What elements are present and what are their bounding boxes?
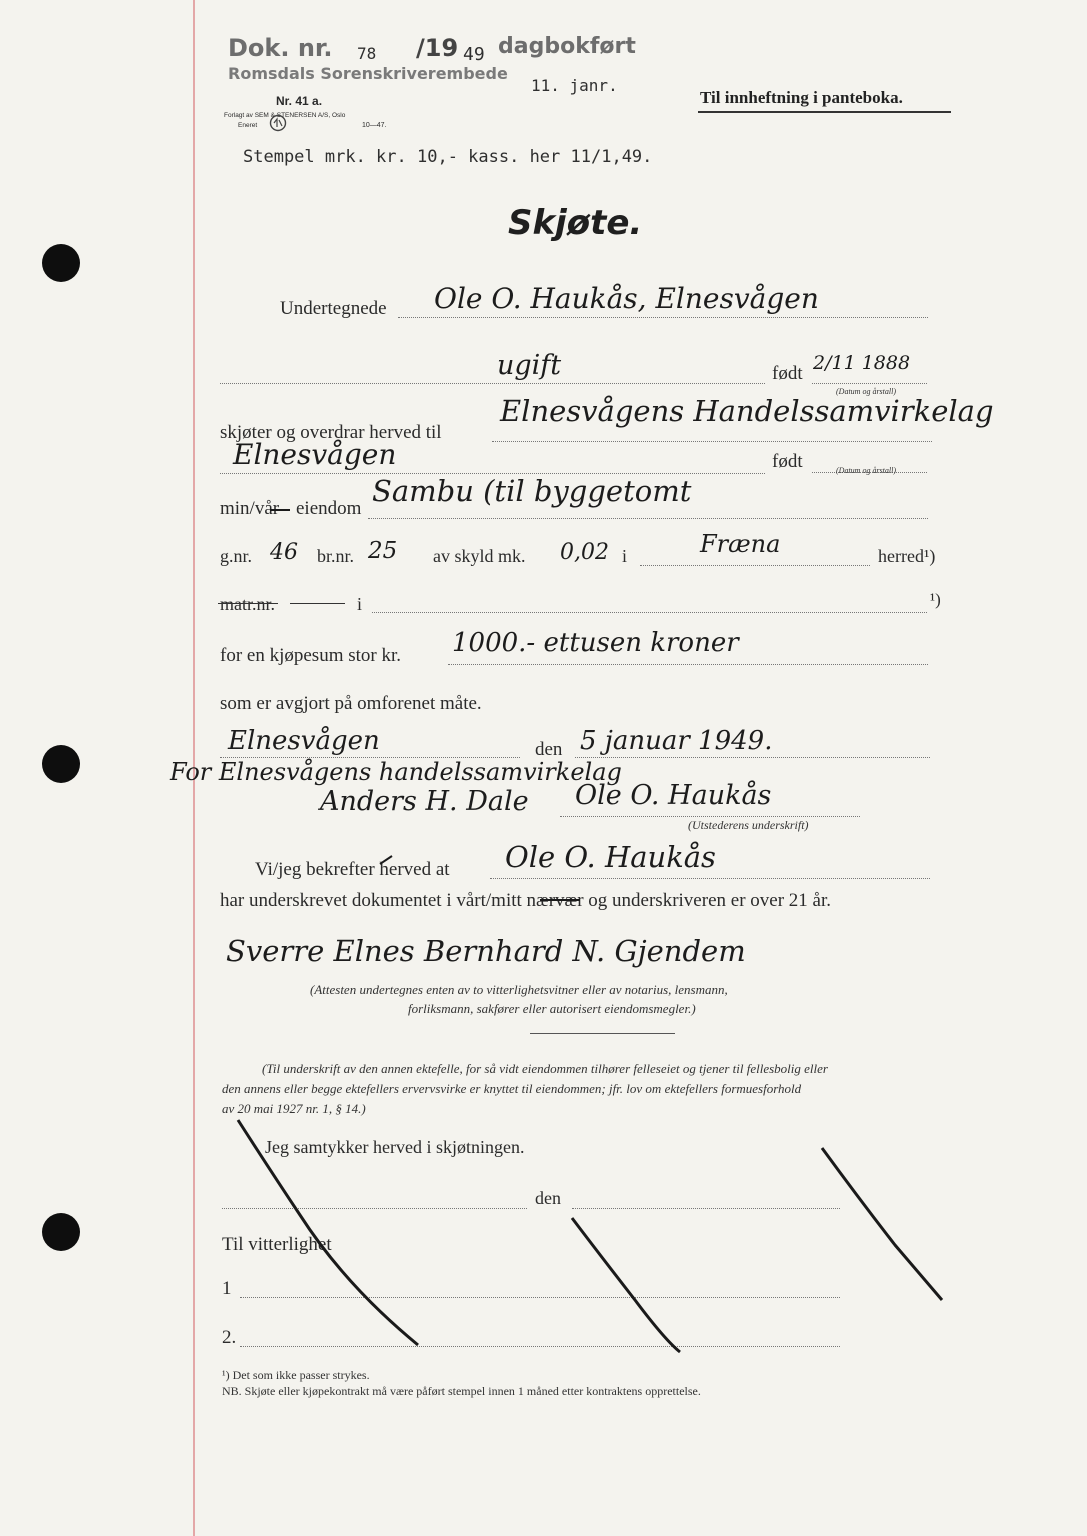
den-label: den (535, 739, 563, 760)
avgjort-text: som er avgjort på omforenet måte. (220, 693, 482, 714)
undertegnede-label: Undertegnede (280, 298, 387, 319)
publisher-eneret: Eneret (238, 122, 258, 129)
registration-date: 11. janr. (531, 76, 618, 95)
dagbokfort-label: dagbokført (498, 34, 636, 59)
herred-label: herred¹) (878, 546, 936, 566)
undertegnede-value: Ole O. Haukås, Elnesvågen (434, 282, 819, 315)
stamp-line: Stempel mrk. kr. 10,- kass. her 11/1,49. (243, 147, 653, 167)
publisher-line: Forlagt av SEM & STENERSEN A/S, Oslo (224, 112, 346, 119)
form-number: Nr. 41 a. (276, 94, 323, 108)
datum-hint: (Datum og årstall) (836, 387, 896, 396)
publisher-year: 10—47. (362, 122, 387, 129)
vitner-signatures: Sverre Elnes Bernhard N. Gjendem (226, 934, 746, 968)
matr-label: matr.nr. (220, 594, 275, 614)
for-lag-signature: For Elnesvågens handelssamvirkelag (170, 758, 622, 786)
strike-mark-1 (238, 1120, 418, 1345)
datum-hint-2: (Datum og årstall) (836, 466, 896, 475)
eiendom-label: eiendom (296, 498, 362, 519)
fodt-value: 2/11 1888 (813, 352, 911, 374)
office-name: Romsdals Sorenskriverembede (228, 64, 508, 83)
strike-jeg (380, 856, 392, 864)
vitterlighet-label: Til vitterlighet (222, 1234, 332, 1255)
document-title: Skjøte. (508, 203, 643, 243)
eiendom-value: Sambu (til byggetomt (372, 474, 692, 508)
strike-mark-3 (822, 1148, 942, 1300)
dok-nr-label: Dok. nr. (228, 34, 333, 62)
min-label: min/vår (220, 498, 280, 519)
herred-value: Fræna (700, 530, 781, 558)
ektefelle-line-2: den annens eller begge ektefellers ervervsvirke er knyttet til eiendommen; jfr. lov om ektefellers formuesforhold (222, 1081, 802, 1096)
bekrefter-label: Vi/jeg bekrefter herved at (255, 859, 450, 880)
year-suffix: 49 (463, 44, 485, 65)
attest-line-2: forliksmann, sakfører eller autorisert eiendomsmegler.) (408, 1001, 696, 1016)
kjoper-sted: Elnesvågen (233, 438, 397, 471)
matr-i: i (357, 594, 363, 614)
footnote-2: NB. Skjøte eller kjøpekontrakt må være påført stempel innen 1 måned etter kontraktens opprettelse. (222, 1384, 701, 1398)
dato-value: 5 januar 1949. (580, 726, 773, 756)
vitne-number-2: 2. (222, 1327, 237, 1348)
matr-end: ¹) (930, 590, 941, 609)
i-label: i (622, 546, 628, 566)
skjoter-label: skjøter og overdrar herved til (220, 422, 442, 443)
dok-nr-value: 78 (357, 44, 377, 63)
kjoper-value: Elnesvågens Handelssamvirkelag (500, 394, 994, 428)
sivilstand-value: ugift (497, 350, 562, 381)
bekrefter-value: Ole O. Haukås (505, 840, 716, 874)
sted-value: Elnesvågen (228, 726, 380, 756)
year-prefix: /19 (416, 34, 459, 62)
skyld-label: av skyld mk. (433, 546, 526, 566)
gnr-label: g.nr. (220, 546, 253, 566)
samtykke-text: Jeg samtykker herved i skjøtningen. (265, 1137, 525, 1157)
ektefelle-line-1: (Til underskrift av den annen ektefelle, for så vidt eiendommen tilhører felleseiet og tjener til fellesbolig eller (262, 1061, 828, 1076)
ektefelle-line-3: av 20 mai 1927 nr. 1, § 14.) (222, 1101, 366, 1116)
utsteder-hint: (Utstederens underskrift) (688, 818, 809, 832)
fodt-label: født (772, 363, 803, 384)
skyld-value: 0,02 (560, 540, 609, 565)
signature-2: Ole O. Haukås (575, 780, 772, 811)
underskrevet-text: har underskrevet dokumentet i vårt/mitt nærvær og underskriveren er over 21 år. (220, 890, 831, 911)
signature-1: Anders H. Dale (320, 786, 529, 817)
gnr-value: 46 (270, 540, 298, 565)
kjopesum-label: for en kjøpesum stor kr. (220, 645, 402, 666)
brnr-label: br.nr. (317, 546, 355, 566)
footnote-1: ¹) Det som ikke passer strykes. (222, 1368, 370, 1382)
vitne-number-1: 1 (222, 1278, 232, 1299)
den-label-2: den (535, 1188, 561, 1208)
top-right-note: Til innheftning i panteboka. (700, 88, 903, 107)
fodt-label-2: født (772, 451, 803, 472)
strike-mark-2 (572, 1218, 680, 1352)
attest-line-1: (Attesten undertegnes enten av to vitterlighetsvitner eller av notarius, lensmann, (310, 982, 728, 997)
brnr-value: 25 (368, 538, 398, 564)
kjopesum-value: 1000.- ettusen kroner (452, 628, 739, 658)
